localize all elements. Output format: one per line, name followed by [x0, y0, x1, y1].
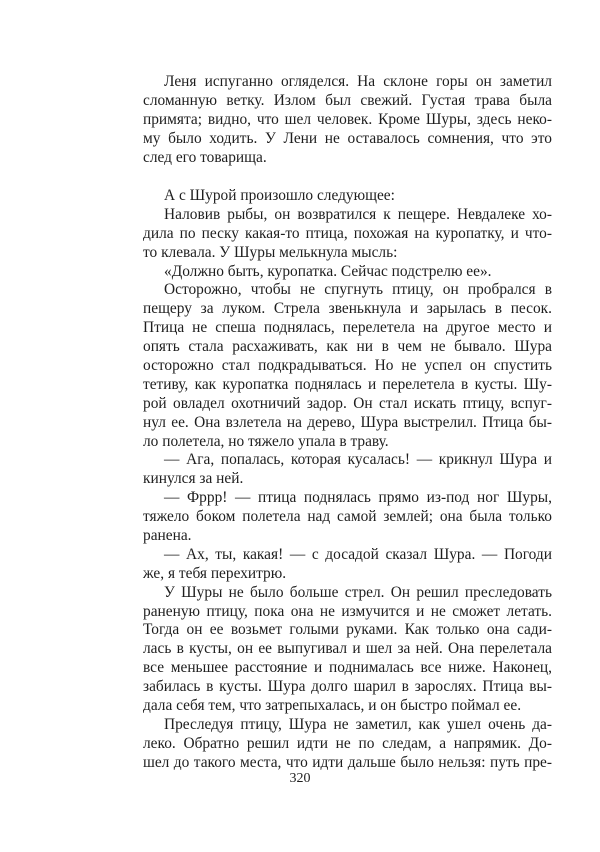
text-line: — Ага, попалась, которая кусалась! — крикнул Шура и	[164, 451, 552, 469]
text-line: нул ее. Она взлетела на дерево, Шура выстрелил. Птица бы-	[143, 413, 552, 431]
text-line: примята; видно, что шел человек. Кроме Шуры, здесь неко-	[143, 110, 552, 128]
text-line: шел до такого места, что идти дальше было нельзя: путь пре-	[143, 753, 552, 771]
text-line: все меньшее расстояние и поднималась все ниже. Наконец,	[143, 659, 552, 677]
text-block-main	[143, 187, 552, 773]
text-line: — Ах, ты, какая! — с досадой сказал Шура. — Погоди	[164, 545, 552, 563]
text-line: му было ходить. У Лени не оставалось сомнения, что это	[143, 129, 552, 147]
text-line: дила по песку какая-то птица, похожая на куропатку, и что-	[143, 224, 552, 242]
text-line: кинулся за ней.	[143, 470, 244, 488]
text-line: след его товарища.	[143, 148, 267, 166]
text-line: — Фррр! — птица поднялась прямо из-под ног Шуры,	[164, 489, 552, 507]
text-line: пещеру за луком. Стрела звенькнула и зарылась в песок.	[143, 300, 552, 318]
text-line: Леня испуганно огляделся. На склоне горы он заметил	[164, 73, 552, 90]
text-line: Преследуя птицу, Шура не заметил, как ушел очень да-	[164, 715, 552, 733]
text-line: леко. Обратно решил идти не по следам, а напрямик. До-	[143, 734, 552, 752]
text-line: «Должно быть, куропатка. Сейчас подстрелю ее».	[164, 262, 492, 280]
text-line: Осторожно, чтобы не спугнуть птицу, он пробрался в	[164, 281, 552, 299]
text-line: Наловив рыбы, он возвратился к пещере. Невдалеке хо-	[164, 205, 552, 223]
text-line: У Шуры не было больше стрел. Он решил преследовать	[164, 583, 552, 601]
page-number: 320	[289, 771, 311, 786]
text-line: дала себя тем, что затрепыхалась, и он быстро поймал ее.	[143, 697, 522, 715]
text-line: тетиву, как куропатка поднялась и перелетела в кусты. Шу-	[143, 375, 552, 393]
text-block-top	[143, 73, 552, 167]
text-line: Птица не спеша поднялась, перелетела на другое место и	[143, 319, 552, 337]
text-line: же, я тебя перехитрю.	[143, 564, 287, 582]
text-line: А с Шурой произошло следующее:	[164, 187, 395, 204]
text-line: опять стала расхаживать, как ни в чем не бывало. Шура	[143, 338, 552, 356]
text-line: забилась в кусты. Шура долго шарил в зарослях. Птица вы-	[143, 678, 552, 696]
text-line: Тогда он ее возьмет голыми руками. Как только она сади-	[143, 621, 552, 639]
text-line: ло полетела, но тяжело упала в траву.	[143, 432, 389, 450]
text-line: тяжело боком полетела над самой землей; она была только	[143, 508, 552, 526]
text-line: ранена.	[143, 527, 192, 545]
text-line: лась в кусты, он ее выпугивал и шел за ней. Она перелетала	[143, 640, 552, 658]
text-line: то клевала. У Шуры мелькнула мысль:	[143, 243, 398, 261]
text-line: сломанную ветку. Излом был свежий. Густая трава была	[143, 91, 552, 109]
text-line: раненую птицу, пока она не измучится и не сможет летать.	[143, 602, 552, 620]
text-line: рой овладел охотничий задор. Он стал искать птицу, вспуг-	[143, 394, 552, 412]
text-line: осторожно стал подкрадываться. Но не успел он спустить	[143, 357, 552, 375]
